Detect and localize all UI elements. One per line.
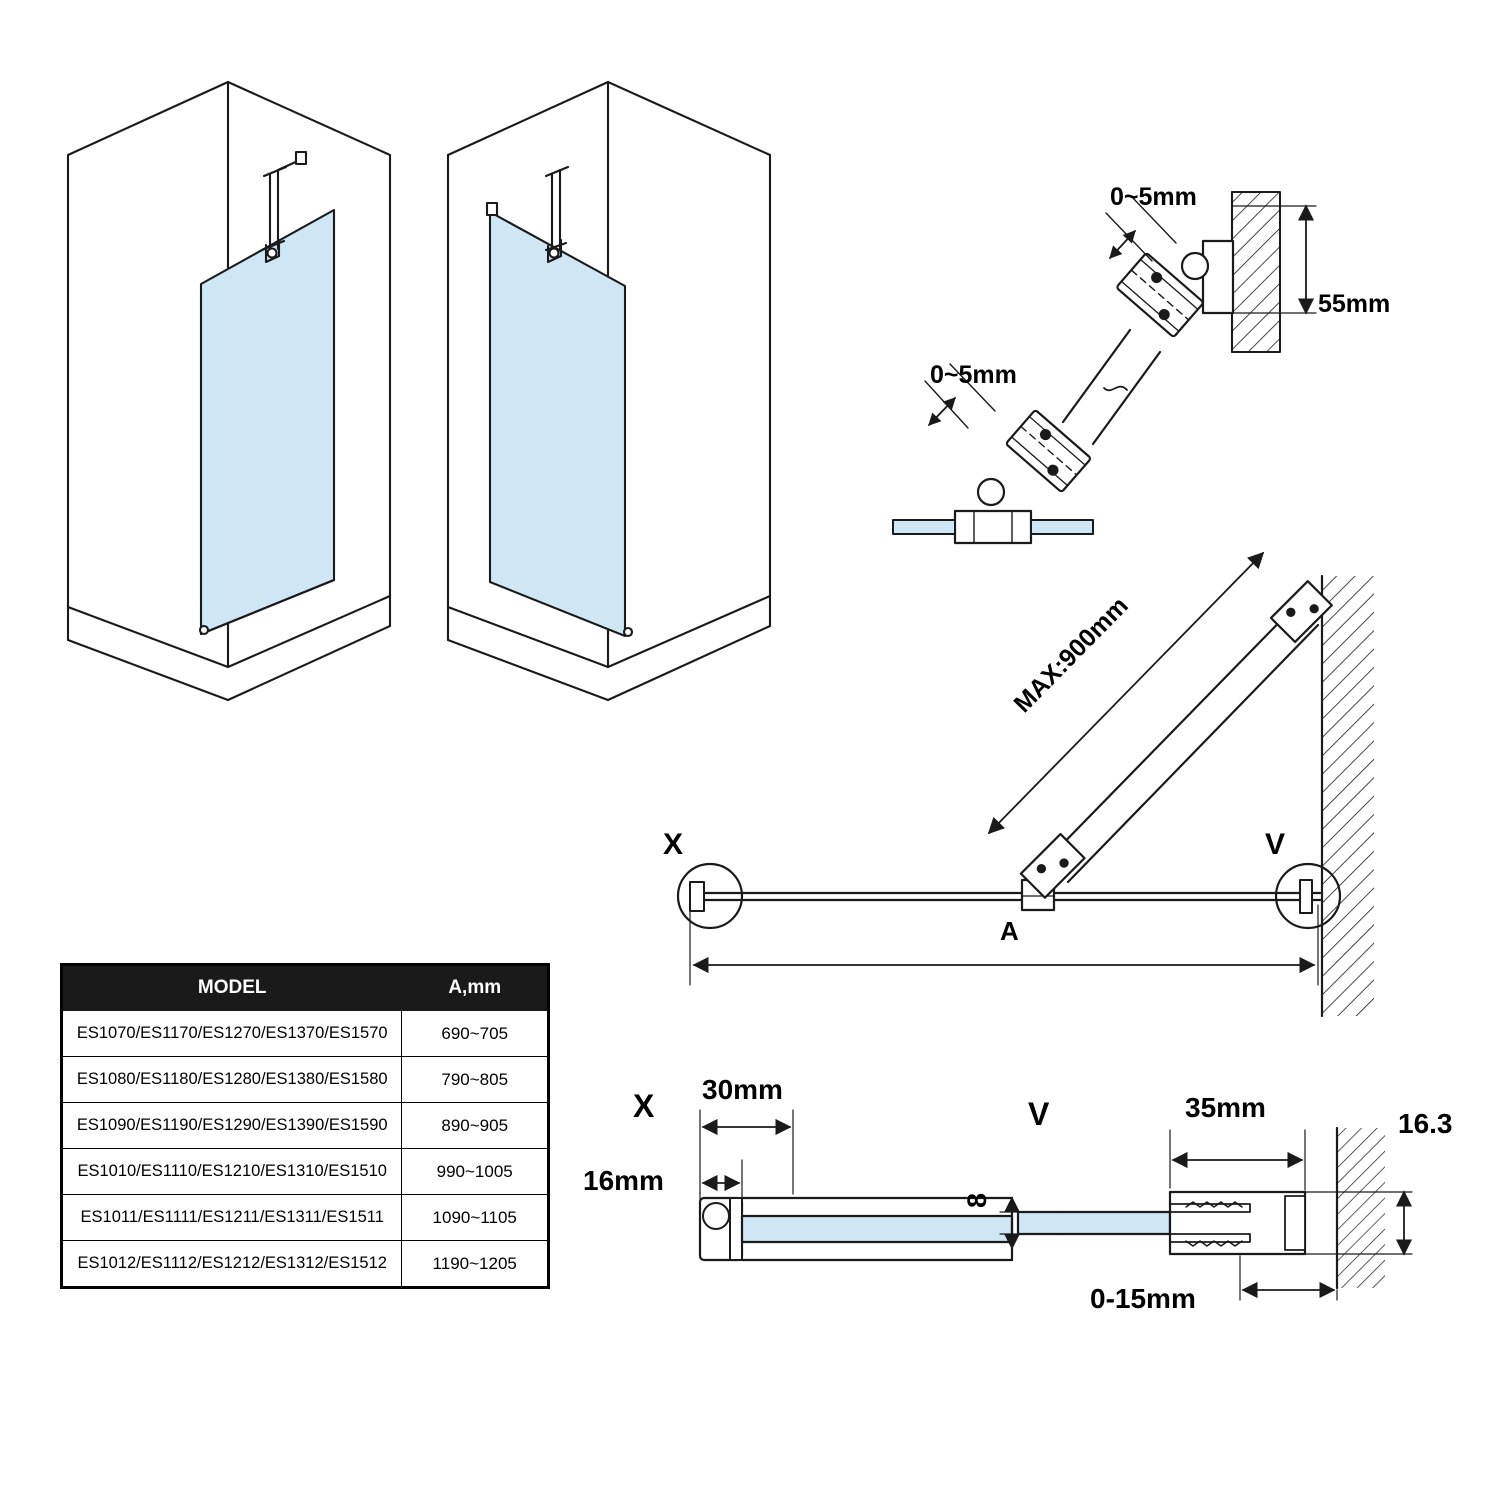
label-wall-adjust: 0-15mm (1090, 1283, 1196, 1314)
enclosure-left (68, 82, 390, 700)
cell-a: 990~1005 (402, 1149, 549, 1195)
cell-a: 890~905 (402, 1103, 549, 1149)
label-dim-a: A (1000, 916, 1019, 946)
label-bracket-gap-top: 0~5mm (1110, 183, 1197, 211)
cell-model: ES1011/ES1111/ES1211/ES1311/ES1511 (62, 1195, 402, 1241)
table-row (62, 1195, 549, 1241)
callout-x-detail: X (633, 1088, 655, 1124)
table-row (62, 1103, 549, 1149)
cell-model: ES1090/ES1190/ES1290/ES1390/ES1590 (62, 1103, 402, 1149)
table-row (62, 1057, 549, 1103)
cell-a: 1190~1205 (402, 1241, 549, 1288)
cell-a: 790~805 (402, 1057, 549, 1103)
cell-model: ES1080/ES1180/ES1280/ES1380/ES1580 (62, 1057, 402, 1103)
label-glass-thickness: 8 (962, 1192, 992, 1208)
label-profile-v-width: 35mm (1185, 1092, 1266, 1123)
label-support-bar-max: MAX:900mm (1008, 591, 1134, 719)
table-header-model: MODEL (62, 965, 402, 1011)
cell-a: 690~705 (402, 1011, 549, 1057)
enclosure-right (448, 82, 770, 700)
label-profile-x-inner: 16mm (583, 1165, 664, 1196)
table-header-a: A,mm (402, 965, 549, 1011)
model-dimension-table (60, 963, 550, 1289)
label-profile-x-width: 30mm (702, 1074, 783, 1105)
label-bracket-gap-lower: 0~5mm (930, 361, 1017, 389)
profile-v-detail (1000, 1128, 1412, 1300)
label-wall-plate-height: 55mm (1318, 290, 1391, 318)
cell-a: 1090~1105 (402, 1195, 549, 1241)
callout-v-plan: V (1265, 828, 1286, 861)
profile-x-detail (700, 1110, 1012, 1260)
table-header-row (62, 965, 549, 1011)
table-row (62, 1241, 549, 1288)
table-row (62, 1149, 549, 1195)
cell-model: ES1012/ES1112/ES1212/ES1312/ES1512 (62, 1241, 402, 1288)
label-profile-v-height: 16.3 (1398, 1108, 1453, 1139)
callout-x-plan: X (663, 828, 684, 861)
cell-model: ES1070/ES1170/ES1270/ES1370/ES1570 (62, 1011, 402, 1057)
table-row (62, 1011, 549, 1057)
plan-view (678, 553, 1374, 1016)
callout-v-detail: V (1028, 1096, 1050, 1132)
cell-model: ES1010/ES1110/ES1210/ES1310/ES1510 (62, 1149, 402, 1195)
